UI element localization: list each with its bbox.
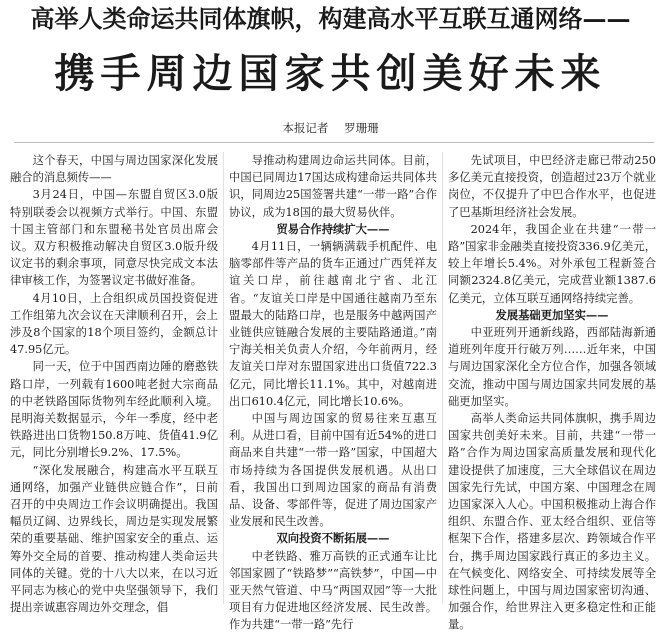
byline <box>0 120 661 136</box>
article-paragraph: 这个春天，中国与周边国家深化发展融合的消息频传—— <box>10 154 218 185</box>
article-paragraph: 中老铁路、雅万高铁的正式通车让比邻国家圆了“铁路梦”“高铁梦”，中国—中亚天然气管道、中马“两国双园”等一大批项目有力促进地区经济发展、民生改善。作为共建“一带一路”先行 <box>229 549 437 632</box>
article-headline: 携手周边国家共创美好未来 <box>54 51 607 97</box>
byline-author: 罗珊珊 <box>344 121 379 135</box>
text-column-2 <box>229 152 437 632</box>
text-column-1 <box>10 152 218 615</box>
article-paragraph: 3月24日，中国—东盟自贸区3.0版特别联委会以视频方式举行。中国、东盟十国主管部门和东盟秘书处官员出席会议。双方积极推动解决自贸区3.0版升级议定书的剩余事项，同意尽快完成文本法律审核工作，为签署议定书做好准备。 <box>10 188 218 288</box>
article-paragraph: 导推动构建周边命运共同体。目前，中国已同周边17国达成构建命运共同体共识，同周边25国签署共建“一带一路”合作协议，成为18国的最大贸易伙伴。 <box>229 154 437 219</box>
article-paragraph: 中亚班列开通新线路，西部陆海新通道班列年度开行破万列……近年来，中国与周边国家深化全方位合作，加强各领域交流，推动中国与周边国家共同发展的基础更加坚实。 <box>448 326 656 408</box>
header-rule <box>14 142 654 143</box>
article-paragraph: 2024年，我国企业在共建“一带一路”国家非金融类直接投资336.9亿美元，较上年增长5.4%。对外承包工程新签合同额2324.8亿美元，完成营业额1387.6亿美元，立体互联互通网络持续完善。 <box>448 222 656 305</box>
column-divider <box>223 152 224 604</box>
article-paragraph: 同一天，位于中国西南边陲的磨憨铁路口岸，一列载有1600吨老挝大宗商品的中老铁路国际货物列车经此顺利入境。昆明海关数据显示，今年一季度，经中老铁路进出口货物150.8万吨、货值41.9亿元，同比分别增长9.2%、17.5%。 <box>10 360 218 460</box>
section-heading: 发展基础更加坚实—— <box>495 307 609 322</box>
section-heading: 双向投资不断拓展—— <box>276 531 390 546</box>
text-column-3 <box>448 152 656 632</box>
article-paragraph: 中国与周边国家的贸易往来互惠互利。从进口看，目前中国有近54%的进口商品来自共建“一带一路”国家，中国超大市场持续为各国提供发展机遇。从出口看，我国出口到周边国家的商品有消费品、设备、零部件等，促进了周边国家产业发展和民生改善。 <box>229 412 437 529</box>
article-paragraph: 先试项目，中巴经济走廊已带动250多亿美元直接投资，创造超过23万个就业岗位，不仅提升了中巴合作水平，也促进了巴基斯坦经济社会发展。 <box>448 154 656 219</box>
article-paragraph: 4月10日，上合组织成员国投资促进工作组第九次会议在天津顺利召开，会上涉及8个国家的18个项目签约，金额总计47.95亿元。 <box>10 291 218 357</box>
article-paragraph: 4月11日，一辆辆满载手机配件、电脑零部件等产品的货车正通过广西凭祥友谊关口岸，前往越南北宁省、北江省。“友谊关口岸是中国通往越南乃至东盟最大的陆路口岸，也是服务中越两国产业链供应链融合发展的主要陆路通道。”南宁海关相关负责人介绍，今年前两月，经友谊关口岸对东盟国家进出口货值722.3亿元，同比增长11.1%。其中，对越南进出口610.4亿元，同比增长10.6%。 <box>229 240 437 408</box>
column-divider <box>442 152 443 604</box>
article-subtitle: 高举人类命运共同体旗帜，构建高水平互联互通网络—— <box>30 4 631 33</box>
byline-role: 本报记者 <box>282 121 329 135</box>
article-paragraph: 高举人类命运共同体旗帜，携手周边国家共创美好未来。目前，共建“一带一路”合作为周边国家高质量发展和现代化建设提供了加速度，三大全球倡议在周边国家先行先试，中国方案、中国理念在周边国家深入人心。中国积极推动上海合作组织、东盟合作、亚太经合组织、亚信等框架下合作，搭建多层次、跨领域合作平台，携手周边国家践行真正的多边主义。在气候变化、网络安全、可持续发展等全球性问题上，中国与周边国家密切沟通、加强合作，给世界注入更多稳定性和正能量。 <box>448 412 656 632</box>
section-heading: 贸易合作持续扩大—— <box>276 221 390 236</box>
article-paragraph: “深化发展融合，构建高水平互联互通网络，加强产业链供应链合作”，日前召开的中央周边工作会议明确提出。我国幅员辽阔、边界线长，周边是实现发展繁荣的重要基础、维护国家安全的重点、运筹外交全局的首要、推动构建人类命运共同体的关键。党的十八大以来，在以习近平同志为核心的党中央坚强领导下，我们提出亲诚惠容周边外交理念，倡 <box>10 463 218 615</box>
